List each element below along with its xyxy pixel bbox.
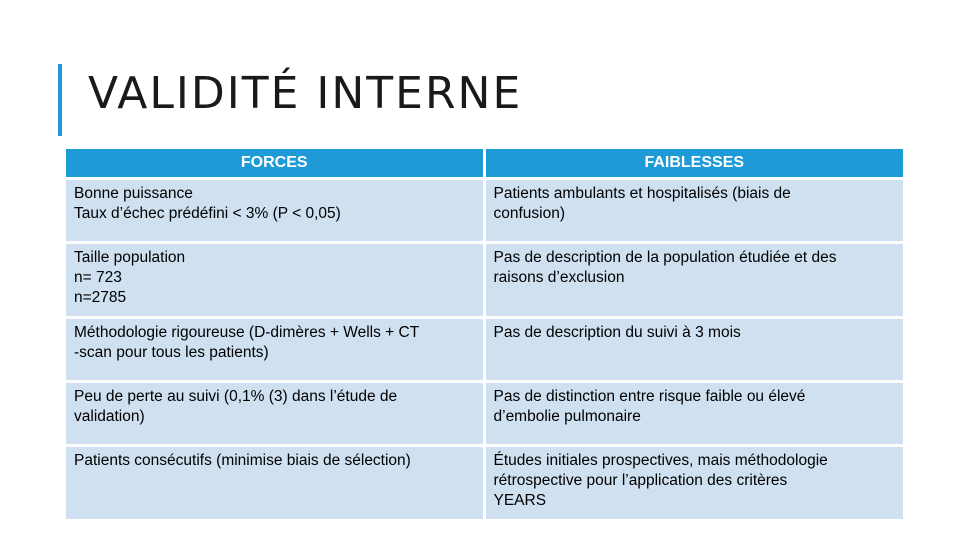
table-row <box>66 179 903 243</box>
cell-line: Méthodologie rigoureuse (D-dimères + Wells + CT <box>74 324 420 341</box>
header-forces: FORCES <box>66 149 484 179</box>
cell-line: -scan pour tous les patients) <box>74 344 269 361</box>
cell-line: YEARS <box>493 492 547 509</box>
table-header-row <box>66 149 903 179</box>
header-faiblesses: FAIBLESSES <box>484 149 903 179</box>
forces-cell <box>66 382 484 446</box>
faiblesses-cell <box>484 446 903 521</box>
forces-cell <box>66 318 484 382</box>
faiblesses-cell <box>484 179 903 243</box>
forces-cell <box>66 179 484 243</box>
cell-line: Bonne puissance <box>74 185 193 202</box>
cell-line: confusion) <box>493 205 566 222</box>
cell-line: raisons d’exclusion <box>493 269 625 286</box>
table-row <box>66 318 903 382</box>
faiblesses-cell <box>484 318 903 382</box>
table-row <box>66 382 903 446</box>
cell-line: n=2785 <box>74 289 127 306</box>
faiblesses-cell <box>484 243 903 318</box>
table-row <box>66 243 903 318</box>
cell-line: Patients ambulants et hospitalisés (biais de <box>493 185 791 202</box>
cell-line: Taille population <box>74 249 186 266</box>
faiblesses-cell <box>484 382 903 446</box>
validity-table <box>66 149 903 522</box>
cell-line: n= 723 <box>74 269 122 286</box>
cell-line: Pas de description de la population étudiée et des <box>493 249 837 266</box>
cell-line: Patients consécutifs (minimise biais de sélection) <box>74 452 411 469</box>
title-accent-bar <box>58 64 62 136</box>
cell-line: validation) <box>74 408 145 425</box>
cell-line: rétrospective pour l’application des critères <box>493 472 788 489</box>
forces-cell <box>66 446 484 521</box>
cell-line: Taux d’échec prédéfini < 3% (P < 0,05) <box>74 205 341 222</box>
cell-line: Pas de distinction entre risque faible ou élevé <box>493 388 806 405</box>
cell-line: d’embolie pulmonaire <box>493 408 641 425</box>
forces-cell <box>66 243 484 318</box>
slide-title: VALIDITÉ INTERNE <box>88 68 523 119</box>
table-row <box>66 446 903 521</box>
cell-line: Études initiales prospectives, mais méthodologie <box>493 452 828 469</box>
cell-line: Pas de description du suivi à 3 mois <box>493 324 741 341</box>
cell-line: Peu de perte au suivi (0,1% (3) dans l’étude de <box>74 388 398 405</box>
